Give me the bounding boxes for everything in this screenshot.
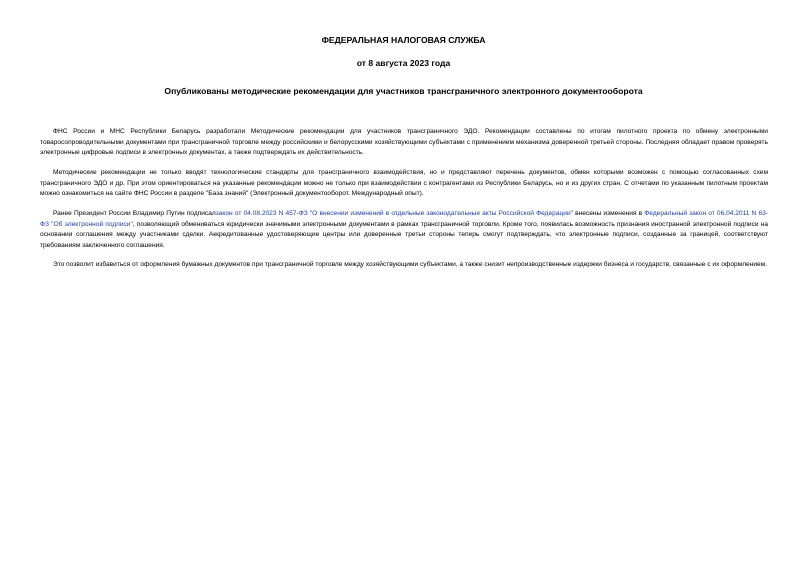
paragraph-recommendations: Методические рекомендации не только вводят технологические стандарты для трансграничного взаимодействия, но и представляют перечень документов, обмен которыми возможен с помощью согласованных схем трансграничного ЭДО и др. При этом ориентироваться на указанные рекомендации можно не только при взаимодействии с контрагентами из Республики Беларусь, но и из других стран. С отчетами по указанным пилотным проектам можно ознакомиться на сайте ФНС России в разделе "База знаний" (Электронный документооборот. Международный опыт).	[40, 169, 768, 198]
paragraph-law-changes	[40, 209, 768, 251]
paragraph-text: Ранее Президент России Владимир Путин подписал	[53, 210, 216, 217]
law-457-fz-link[interactable]: закон от 04.08.2023 N 457-ФЗ "О внесении изменений в отдельные законодательные акты Российской Федерации"	[215, 210, 573, 217]
document-title: Опубликованы методические рекомендации для участников трансграничного электронного документооборота	[164, 86, 643, 96]
paragraph-text: внесены изменения в	[572, 210, 645, 217]
paragraph-intro: ФНС России и МНС Республики Беларусь разработали Методические рекомендации для участников трансграничного ЭДО. Рекомендации составлены по итогам пилотного проекта по обмену электронными товаросопроводительными документами при трансграничной торговле между российскими и белорусскими хозяйствующими субъектами с применением механизма доверенной третьей стороны. Последняя обладает правом проверять электронные цифровые подписи в электронных документах, а также подтверждать их действительность.	[40, 128, 768, 157]
paragraph-text: , позволяющий обмениваться юридически значимыми электронными документами в рамках трансграничной торговли. Кроме того, появилась возможность признания иностранной электронной подписи на основании соглашения между участниками сделки. Аккредитованные удостоверяющие центры или доверенные третьи стороны теперь смогут подтверждать, что электронные подписи, созданные за границей, соответствуют требованиям заключенного соглашения.	[40, 220, 768, 249]
law-63-fz-link[interactable]: Федеральный закон от 06.04.2011 N 63-ФЗ "Об электронной подписи"	[40, 210, 768, 228]
paragraph-conclusion: Это позволит избавиться от оформления бумажных документов при трансграничной торговле между хозяйствующими субъектами, а также снизит непроизводственные издержки бизнеса и государств, связанные с их оформлением.	[53, 261, 768, 268]
document-date: от 8 августа 2023 года	[356, 58, 451, 68]
organization-heading: ФЕДЕРАЛЬНАЯ НАЛОГОВАЯ СЛУЖБА	[321, 35, 486, 45]
